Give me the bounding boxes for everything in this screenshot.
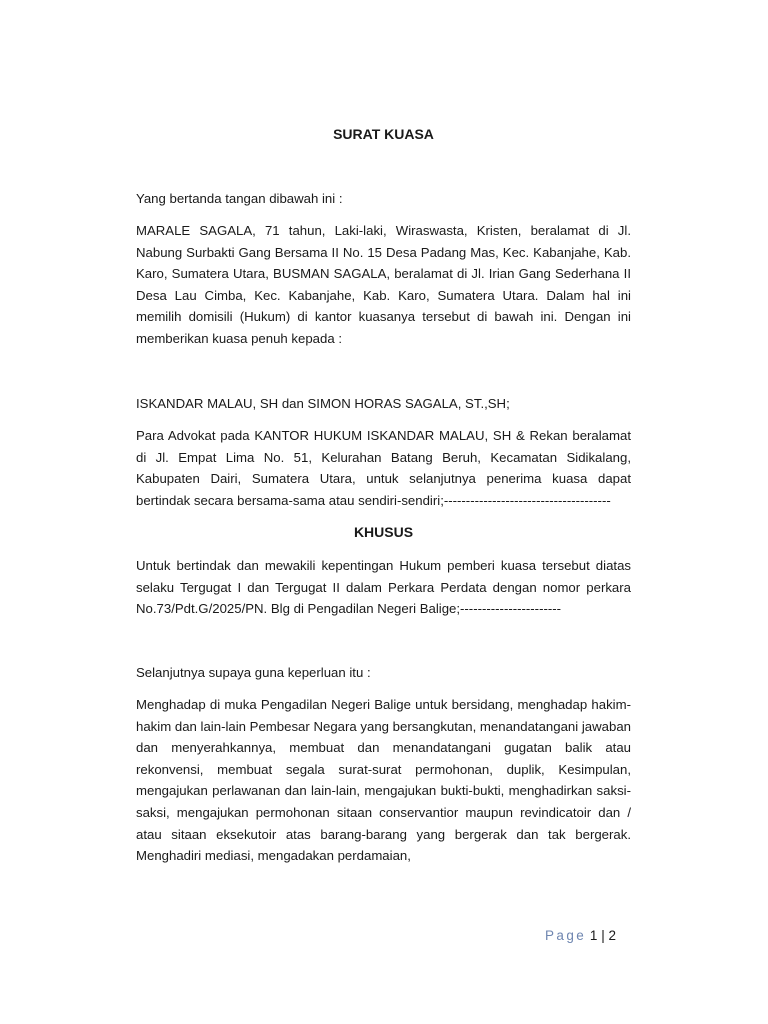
powers-paragraph: Menghadap di muka Pengadilan Negeri Balige untuk bersidang, menghadap hakim-hakim dan lain-lain Pembesar Negara yang bersangkutan, menandatangani jawaban dan menyerahkannya, membuat dan menandatangani gugatan balik atau rekonvensi, membuat segala surat-surat permohonan, duplik, Kesimpulan, mengajukan perlawanan dan lain-lain, mengajukan bukti-bukti, menghadirkan saksi-saksi, mengajukan permohonan sitaan conservantior maupun revindicatoir dan / atau sitaan eksekutoir atas barang-barang yang bergerak dan tak bergerak. Menghadiri mediasi, mengadakan perdamaian, <box>136 697 631 864</box>
attorneys-line: ISKANDAR MALAU, SH dan SIMON HORAS SAGALA, ST.,SH; <box>136 396 510 411</box>
page-number: 1 <box>589 928 598 943</box>
grantor-paragraph: MARALE SAGALA, 71 tahun, Laki-laki, Wiraswasta, Kristen, beralamat di Jl. Nabung Surbakti Gang Bersama II No. 15 Desa Padang Mas, Kec. Kabanjahe, Kab. Karo, Sumatera Utara, BUSMAN SAGALA, beralamat di Jl. Irian Gang Sederhana II Desa Lau Cimba, Kec. Kabanjahe, Kab. Karo, Sumatera Utara. Dalam hal ini memilih domisili (Hukum) di kantor kuasanya tersebut di bawah ini. Dengan ini memberikan kuasa penuh kepada : <box>136 223 631 346</box>
page-separator: | <box>601 928 605 943</box>
special-paragraph: Untuk bertindak dan mewakili kepentingan Hukum pemberi kuasa tersebut diatas selaku Tergugat I dan Tergugat II dalam Perkara Perdata dengan nomor perkara No.73/Pdt.G/2025/PN. Blg di Pengadilan Negeri Balige;----------------------- <box>136 558 631 617</box>
page-label: Page <box>545 928 587 943</box>
document-title: SURAT KUASA <box>333 126 434 142</box>
section-heading-khusus: KHUSUS <box>353 524 414 540</box>
further-line: Selanjutnya supaya guna keperluan itu : <box>136 665 371 680</box>
page-footer <box>545 928 616 943</box>
page-total: 2 <box>608 928 616 943</box>
intro-line: Yang bertanda tangan dibawah ini : <box>136 191 343 206</box>
office-paragraph: Para Advokat pada KANTOR HUKUM ISKANDAR MALAU, SH & Rekan beralamat di Jl. Empat Lima No. 51, Kelurahan Batang Beruh, Kecamatan Sidikalang, Kabupaten Dairi, Sumatera Utara, untuk selanjutnya penerima kuasa dapat bertindak secara bersama-sama atau sendiri-sendiri;-------------------------------------- <box>136 428 631 508</box>
